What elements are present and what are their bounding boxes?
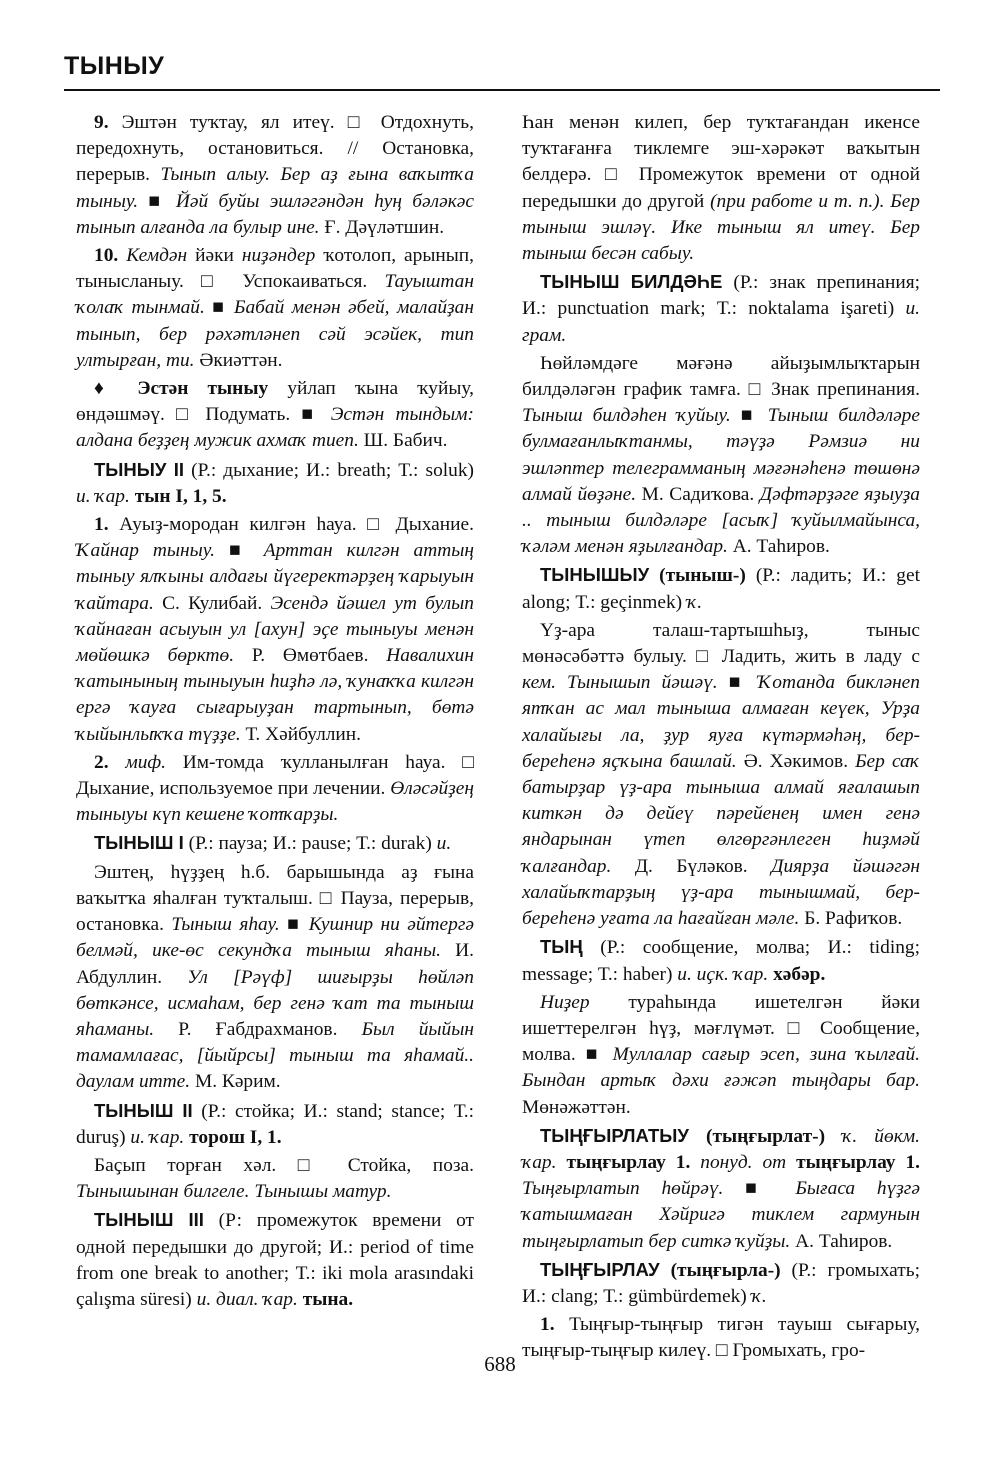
text-run: Тауыштан ҡолаҡ тынмай.: [76, 271, 474, 319]
text-run: (Р.: громыхать; И.: clang; Т.: gümbürdemek): [522, 1259, 920, 1307]
text-run: Ул [Рәүф] шиғырҙы һөйләп бөткәнсе, исмаһам, бер генә ҡат та тыныш яһаманы.: [76, 966, 474, 1040]
entry-paragraph: [76, 243, 474, 374]
text-run: [786, 1152, 796, 1173]
text-run: ҡотолоп, арынып, тынысланыу. □ Успокаиваться.: [76, 245, 475, 293]
text-run: Тыныш билдәһен ҡуйыу.: [522, 405, 731, 427]
text-run: С. Кулибай.: [153, 592, 271, 614]
headword: ТЫНЫШ БИЛДӘҺЕ: [540, 271, 723, 293]
text-run: ■: [138, 190, 176, 212]
headword: ТЫНЫШЫУ: [540, 564, 650, 586]
text-run: Дәфтәрҙәге яҙыуҙа .. тыныш билдәләре [асыҡ] ҡуйылмайынса, ҡәләм менән яҙылғандар.: [522, 483, 920, 558]
entry-paragraph: [522, 934, 920, 987]
text-run: ■: [279, 914, 309, 936]
page-number: 688: [484, 1352, 516, 1376]
entry-paragraph: [522, 990, 920, 1121]
text-run: Д. Бүләков.: [611, 855, 772, 877]
text-run: ♦: [94, 378, 138, 400]
text-run: ҡ.: [751, 1285, 767, 1307]
text-run: Баҫып торған хәл. □ Стойка, поза.: [94, 1154, 474, 1176]
text-run: Ш. Бабич.: [358, 430, 448, 452]
text-run: Арттан килгән аттың тыныу ялҡыны алдағы йүгеректәрҙең ҡарыуын ҡайтара.: [76, 540, 474, 614]
entry-paragraph: [522, 351, 920, 561]
text-run: тыңғырлау 1.: [566, 1151, 691, 1173]
text-run: тына.: [302, 1288, 354, 1310]
text-run: Эсендә йәшел ут булып ҡайнаған асыуын ул [ахун] эҫе тыныуы менән мөйөшкә бөрктө.: [76, 592, 474, 667]
text-run: Эштән туҡтау, ял итеү. □ Отдохнуть, передохнуть, остановиться. // Остановка, перерыв.: [76, 112, 474, 186]
text-run: Бер саҡ батырҙар үҙ-ара тыныша алмай яғалашып киткән дә дейеү пәрейенең имен генә яндарынан үтеп өлгөргәнлеген һиҙмәй ҡалғандар.: [522, 750, 920, 877]
text-run: Р. Ғабдрахманов.: [154, 1018, 362, 1040]
entry-paragraph: [76, 860, 474, 1096]
text-run: Тыңғыр-тыңғыр тигән тауыш сығарыу, тыңғыр-тыңғыр килеү. □ Громыхать, гро-: [522, 1314, 920, 1362]
text-run: Навалихин ҡатынының тыныуын һиҙһә лә, ҡунаҡҡа килгән ергә ҡауға сығарыуҙан тартынып, бөтә ҡыйынлыҡҡа түҙҙе.: [76, 645, 474, 745]
text-run: и.: [436, 833, 452, 855]
entry-paragraph: [522, 1123, 920, 1255]
text-run: ҡ. йөкм. ҡар.: [522, 1125, 920, 1173]
text-run: (Р.: стойка; И.: stand; stance; Т.: duruş): [76, 1100, 474, 1148]
text-run: и. диал. ҡар.: [196, 1288, 298, 1310]
text-run: (тыныш-): [659, 565, 746, 587]
text-run: Эстән тындым: алдана беҙҙең мужик ахмаҡ тиеп.: [76, 404, 474, 452]
entry-paragraph: [522, 562, 920, 615]
text-run: Һан менән килеп, бер туҡтағандан икенсе туҡтағанға тиклемге эш-хәрәкәт ваҡытын белдерә. □ Промежуток времени от одной передышки до другой: [522, 112, 920, 212]
text-run: [109, 752, 126, 773]
entry-paragraph: [76, 830, 474, 857]
text-run: 1.: [540, 1314, 555, 1336]
text-run: Бабай менән әбей, малайҙан тынып, бер рәхәтләнеп сәй эсәйек, тип ултырған, ти.: [76, 297, 474, 371]
entry-paragraph: [522, 110, 920, 267]
text-run: и. ҡар.: [130, 1126, 185, 1148]
text-run: Мөнәжәттән.: [522, 1096, 631, 1118]
text-run: Йәй буйы эшләгәндән һуң бәләкәс тынып алғанда ла булыр ине.: [76, 190, 474, 238]
text-run: Тыныш яһау.: [171, 914, 280, 936]
text-run: [690, 1152, 700, 1173]
text-run: Кушнир ни әйтергә белмәй, ике-өс секундҡа тыныш яһаны.: [76, 914, 474, 962]
entry-paragraph: [76, 1153, 474, 1205]
text-run: кем.: [522, 672, 556, 694]
text-run: [689, 1126, 706, 1147]
running-head: ТЫНЫУ: [64, 52, 165, 80]
text-run: М. Кәрим.: [190, 1071, 281, 1093]
text-run: Тынышып йәшәү.: [567, 672, 718, 694]
text-run: Үҙ-ара талаш-тартышһыҙ, тыныс мөнәсәбәттә булыу. □ Ладить, жить в ладу с: [522, 619, 920, 668]
text-run: 1.: [94, 514, 109, 536]
text-run: Б. Рафиҡов.: [799, 908, 903, 930]
text-run: (Р.: ладить; И.: get along; Т.: geçinmek): [522, 565, 920, 613]
entry-paragraph: [76, 1098, 474, 1151]
text-run: 2.: [94, 751, 109, 773]
entry-paragraph: [76, 750, 474, 829]
text-run: Ҡотанда бикләнеп ятҡан ас мал тыныша алмаған кеүек, Урҙа халайығы ла, ҙур яуға күтәрмәһәң, бер-береһенә яҫҡына башлай.: [522, 672, 920, 772]
text-run: Тыңғырлатып һөйрәү.: [522, 1178, 724, 1200]
text-run: и. иҫк. ҡар.: [677, 963, 769, 985]
text-run: тураһында ишетелгән йәки ишеттерелгән һүҙ, мәғлүмәт. □ Сообщение, молва. ■: [522, 991, 920, 1066]
text-run: Ә. Хәкимов.: [736, 750, 856, 772]
entry-paragraph: [522, 618, 920, 932]
text-run: Өләсәйҙең тыныуы күп кешене ҡотҡарҙы.: [76, 778, 474, 826]
text-run: и. грам.: [522, 298, 920, 346]
text-run: М. Садиҡова.: [636, 483, 760, 505]
text-run: Әкиәттән.: [194, 349, 283, 371]
text-run: [556, 672, 567, 693]
text-run: Т. Хәйбуллин.: [240, 723, 362, 745]
text-run: [660, 1260, 671, 1281]
text-run: уйлап ҡына ҡуйыу, өндәшмәү. □ Подумать. ■: [76, 378, 474, 426]
text-run: хәбәр.: [773, 963, 826, 985]
header-rule: [64, 89, 940, 91]
entry-paragraph: [76, 457, 474, 510]
text-run: 9.: [94, 112, 109, 133]
text-run: Ниҙер: [540, 991, 590, 1013]
entry-paragraph: [76, 110, 474, 241]
headword: ТЫНЫШ III: [94, 1209, 204, 1231]
text-run: Диярҙа йәшәгән халайыҡтарҙың үҙ-ара тынышмай, бер-береһенә уғата ла һағайған мәле.: [522, 855, 920, 930]
text-run: А. Таһиров.: [790, 1230, 893, 1252]
text-run: Муллалар сағыр эсеп, зина ҡылғай. Бындан артыҡ дәхи ғәжәп тыңдары бар.: [522, 1044, 920, 1092]
text-run: Тыныш билдәләре булмағанлыҡтанмы, тәүҙә Рәмзиә ни эшләптер телеграмманың мәғәнәһенә төшөнә алмай йөҙәне.: [522, 405, 920, 505]
text-run: А. Таһиров.: [727, 536, 830, 558]
text-run: Ауыҙ-мородан килгән һауа. □ Дыхание.: [108, 514, 474, 536]
text-run: торош I, 1.: [189, 1126, 282, 1148]
text-run: ■: [204, 297, 235, 319]
text-run: и. ҡар.: [76, 485, 130, 507]
text-run: Ҡайнар тыныу.: [76, 540, 216, 562]
text-run: (Р.: сообщение, молва; И.: tiding; message; Т.: haber): [522, 937, 920, 985]
text-run: И. Абдуллин.: [76, 940, 474, 988]
headword: ТЫНЫШ I: [94, 832, 184, 854]
text-run: ■: [717, 672, 758, 694]
text-run: [825, 1126, 842, 1147]
right-column: [522, 110, 920, 1367]
text-run: (Р.: знак препинания; И.: punctuation mark; Т.: noktalama işareti): [522, 272, 921, 320]
text-run: ҡ.: [686, 591, 703, 613]
text-run: Ғ. Дәүләтшин.: [319, 216, 445, 238]
text-run: (тыңғырлат-): [705, 1125, 826, 1147]
text-run: миф.: [125, 751, 167, 773]
text-run: Эштең, һүҙҙең һ.б. барышында аҙ ғына ваҡытҡа яһалған туҡталыш. □ Пауза, перерыв, остановка.: [76, 861, 474, 936]
text-run: (Р.: дыхание; И.: breath; Т.: soluk): [184, 459, 475, 481]
text-run: Һөйләмдәге мәғәнә айыҙымлыҡтарын билдәләгән график тамға. □ Знак препинания.: [522, 352, 920, 401]
text-run: ■: [215, 540, 264, 562]
text-run: Кемдән: [126, 245, 188, 267]
headword: ТЫНЫУ II: [94, 458, 185, 480]
text-run: [649, 565, 659, 586]
text-run: Им-томда ҡулланылған һауа. □ Дыхание, используемое при лечении.: [76, 751, 474, 800]
entry-paragraph: [76, 512, 474, 748]
entry-paragraph: [76, 376, 474, 455]
text-run: Был йыйын тамамлағас, [йыйрсы] тыныш та яһамай.. даулам итте.: [76, 1018, 474, 1093]
text-run: йәки: [187, 245, 242, 267]
text-run: (Р: промежуток времени от одной передышки до другой; И.: period of time from one break to another; Т.: iki mola arasındaki çalışma süresi): [76, 1210, 474, 1310]
headword: ТЫНЫШ II: [94, 1099, 193, 1121]
text-run: Тынып алыу. Бер аҙ ғына ваҡытҡа тыныу.: [76, 164, 474, 212]
text-run: (Р.: пауза; И.: pause; Т.: durak): [183, 833, 437, 855]
entry-paragraph: [522, 269, 920, 349]
entry-paragraph: [76, 1207, 474, 1313]
text-run: понуд. от: [700, 1151, 787, 1173]
text-run: (при работе и т. п.). Бер тыныш эшләү. Ике тыныш ял итеү. Бер тыныш бесән сабыу.: [522, 190, 920, 265]
left-column: [76, 110, 474, 1315]
text-run: Тынышынан билгеле. Тынышы матур.: [76, 1181, 392, 1203]
text-run: (тыңғырла-): [670, 1259, 781, 1281]
headword: ТЫҢҒЫРЛАУ: [540, 1258, 660, 1280]
text-run: ниҙәндер: [241, 245, 316, 267]
text-run: 10.: [94, 245, 119, 267]
text-run: [556, 1152, 566, 1173]
text-run: Бығаса һүҙгә ҡатышмаған Хәйригә тиклем гармунын тыңғырлатып бер ситкә ҡуйҙы.: [522, 1178, 920, 1252]
text-run: ■: [730, 405, 768, 427]
entry-paragraph: [522, 1257, 920, 1310]
text-run: Р. Өмөтбаев.: [234, 645, 387, 667]
headword: ТЫҢҒЫРЛАТЫУ: [540, 1124, 689, 1146]
text-run: тын I, 1, 5.: [134, 485, 227, 507]
text-run: тыңғырлау 1.: [796, 1151, 920, 1173]
text-run: ■: [723, 1178, 796, 1200]
text-run: Эстән тыныу: [137, 378, 269, 400]
headword: ТЫҢ: [540, 936, 583, 958]
